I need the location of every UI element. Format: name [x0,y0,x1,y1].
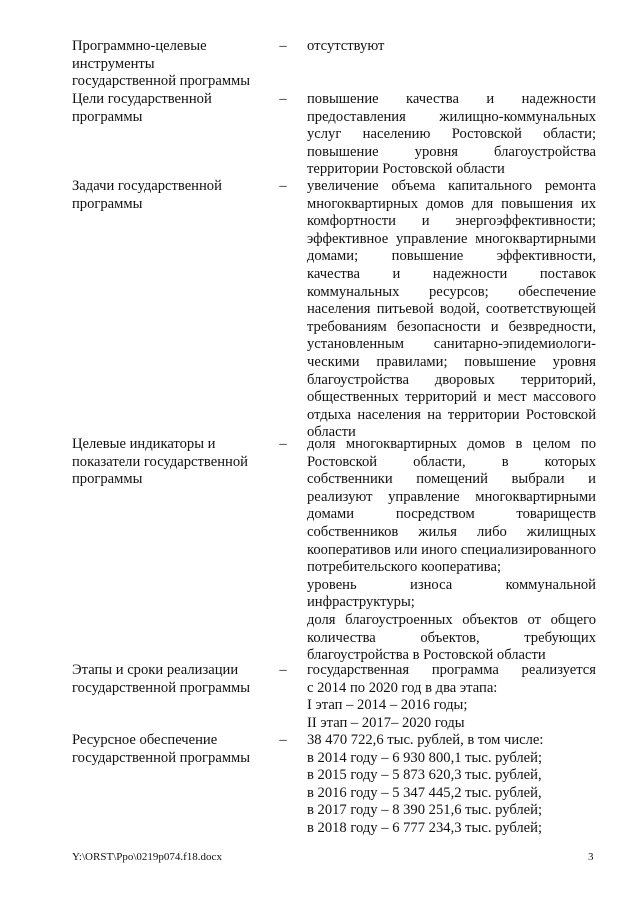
desc-line: требованиям безопасности и безвредности, [307,318,596,335]
row-term [72,662,272,697]
desc-line: государственная программа реализуется [307,662,596,678]
desc-line: населения питьевой водой, соответствующей [307,301,596,318]
row-description [307,178,596,442]
row-dash: – [279,732,287,748]
desc-line: доля многоквартирных домов в целом по [307,436,596,452]
term-line: Задачи государственной [72,178,222,194]
term-line: Этапы и сроки реализации [72,662,239,678]
desc-line: домами; повышение эффективности, [307,248,596,265]
desc-line: многоквартирных домов для повышения их [307,195,596,212]
desc-line: комфортности и энергоэффективности; [307,213,596,230]
row-description [307,91,596,179]
row-description [307,436,596,665]
desc-line: отсутствуют [307,38,385,54]
desc-line: собственники помещений выбрали и [307,471,596,488]
term-line: Ресурсное обеспечение [72,732,218,748]
row-term [72,91,272,126]
row-description [307,732,596,838]
term-line: показатели государственной [72,453,248,470]
desc-line: услуг населению Ростовской области; [307,126,596,143]
desc-line: общественных территорий и мест массового [307,389,596,406]
row-dash: – [279,662,287,678]
footer-file-path: Y:\ORST\Ppo\0219p074.f18.docx [72,851,222,863]
term-line: программы [72,108,143,125]
term-line: Целевые индикаторы и [72,436,216,452]
desc-line: реализуют управление многоквартирными [307,488,596,505]
desc-line: II этап – 2017– 2020 годы [307,714,465,731]
desc-line: увеличение объема капитального ремонта [307,178,596,194]
desc-line: территории Ростовской области [307,161,505,178]
term-line: программы [72,195,143,212]
desc-line: 38 470 722,6 тыс. рублей, в том числе: [307,732,544,748]
desc-line: области [307,424,356,441]
desc-line: уровень износа коммунальной [307,576,596,593]
row-term [72,732,272,767]
desc-line: в 2014 году – 6 930 800,1 тыс. рублей; [307,749,543,766]
row-dash: – [279,436,287,452]
desc-line: повышение уровня благоустройства [307,143,596,160]
row-dash: – [279,38,287,54]
row-term [72,38,272,91]
term-line: Программно-целевые [72,38,207,54]
desc-line: доля благоустроенных объектов от общего [307,611,596,628]
footer-page-number: 3 [588,851,594,863]
term-line: инструменты [72,55,155,72]
desc-line: домами посредством товариществ [307,506,596,523]
desc-line: собственников жилья либо жилищных [307,523,596,540]
desc-line: Ростовской области, в которых [307,453,596,470]
desc-line: благоустройства в Ростовской области [307,647,546,664]
desc-line: благоустройства дворовых территорий, [307,371,596,388]
term-line: государственной программы [72,749,251,766]
row-description [307,38,596,56]
row-term [72,178,272,213]
desc-line: отдыха населения на территории Ростовской [307,406,596,423]
desc-line: повышение качества и надежности [307,91,596,107]
desc-line: эффективное управление многоквартирными [307,230,596,247]
row-term [72,436,272,489]
desc-line: кооперативов или иного специализированного [307,541,596,558]
desc-line: с 2014 по 2020 год в два этапа: [307,679,498,696]
desc-line: в 2016 году – 5 347 445,2 тыс. рублей, [307,784,542,801]
desc-line: потребительского кооператива; [307,559,502,576]
term-line: программы [72,471,143,488]
desc-line: качества и надежности поставок [307,265,596,282]
desc-line: установленным санитарно-эпидемиологи- [307,336,596,353]
row-dash: – [279,178,287,194]
desc-line: количества объектов, требующих [307,629,596,646]
row-description [307,662,596,732]
row-dash: – [279,91,287,107]
desc-line: ческими правилами; повышение уровня [307,353,596,370]
desc-line: в 2018 году – 6 777 234,3 тыс. рублей; [307,819,543,836]
desc-line: предоставления жилищно-коммунальных [307,108,596,125]
term-line: государственной программы [72,679,251,696]
desc-line: коммунальных ресурсов; обеспечение [307,283,596,300]
desc-line: в 2017 году – 8 390 251,6 тыс. рублей; [307,802,543,819]
desc-line: инфраструктуры; [307,594,415,611]
term-line: Цели государственной [72,91,212,107]
desc-line: I этап – 2014 – 2016 годы; [307,697,468,714]
desc-line: в 2015 году – 5 873 620,3 тыс. рублей, [307,767,542,784]
term-line: государственной программы [72,73,251,90]
